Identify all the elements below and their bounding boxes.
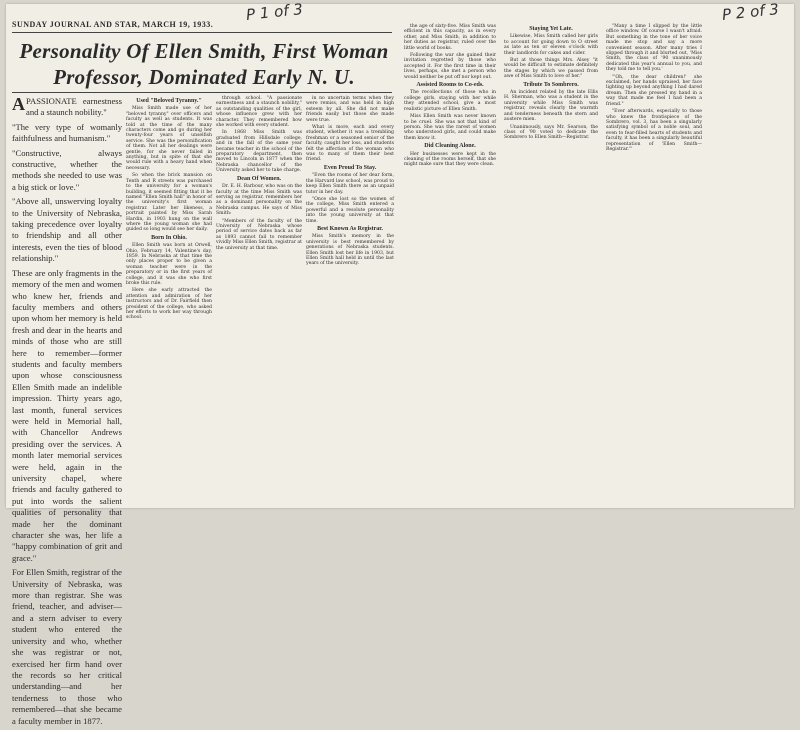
paragraph: The recollections of those who in college girls, staying with her while they attended school, give a most realistic picture of Ellen Smith.: [404, 90, 496, 112]
headline-rule: [12, 92, 392, 93]
paragraph: Unanimously, says Mr. Searson, the class of '90 voted to dedicate the Sombrero to Ellen Smith—Registrar.: [504, 124, 598, 141]
column-4: [306, 96, 394, 269]
paragraph: "'Oh, the dear children!' she exclaimed, her hands upraised, her face lighting up beyond anything I had dared dream. Then she pressed my hand in a way that made me feel I had been a friend.": [606, 74, 702, 107]
paragraph: through school. "A passionate earnestness and a staunch nobility," as outstanding qualities of the girl, whose influence grew with her character. They remembered how she worked with every student.: [216, 96, 302, 129]
handwritten-page-ref-left: P 1 of 3: [245, 0, 304, 24]
paragraph: But at those things Mrs. Alsey "it would be difficult to estimate definitely the stages by which we passed from awe of Miss Smith to love of her.": [504, 58, 598, 80]
handwritten-page-ref-right: P 2 of 3: [721, 0, 780, 24]
lead-column: [12, 96, 122, 730]
paragraph: So when the brick mansion on Tenth and R streets was purchased to the university for a woman's building, it seemed fitting that it be named "Ellen Smith hall" in honor of the university's first woman registrar. Later her likeness, a portrait painted by Miss Sarah Hardin, in 1903 hung on the wall where the young woman she had guided so long would see her daily.: [126, 173, 212, 233]
paragraph: What is more, each and every student, whether it was a trembling freshman or a seasoned senior of the faculty, caught her loss, and students felt the affection of the woman who was to many of them their best friend.: [306, 125, 394, 163]
subhead: Born In Ohio.: [151, 234, 187, 241]
paragraph: An incident related by the late Ellis H. Sherman, who was a student in the university while Miss Smith was registrar, reveals clearly the warmth and tenderness beneath the stern and austere mien.: [504, 90, 598, 123]
column-6: [504, 24, 598, 143]
lead-paragraph: For Ellen Smith, registrar of the University of Nebraska, was more than registrar. She was friend, teacher, and adviser—and a stern adviser to every student who entered the university and who, whether she was registrar or not, exercised her firm hand over the records so her critical understanding—and her tenderness to those who remembered—that she became a faculty member in 1877.: [12, 567, 122, 726]
headline-line-1: Personality Of Ellen Smith, First Woman: [19, 39, 389, 63]
paragraph: "Members of the faculty of the University of Nebraska whose period of service dates back as far as 1893 cannot fail to remember vividly Miss Ellen Smith, registrar at the university at that time.: [216, 218, 302, 251]
headline: [12, 38, 396, 90]
lead-paragraph: "Constructive, always constructive, whether the methods she needed to use was a big stick or love.": [12, 147, 122, 192]
lead-paragraph: These are only fragments in the memory of the men and women who knew her, friends and faculty members and others upon whom her memory is held fresh and dear in the hearts and minds of those who are still here to remember—former students and faculty members upon whose consciousness Ellen Smith made an indelible impression. Thirty years ago, last month, funeral services were held in Memorial hall, with Chancellor Andrews presiding over the services. A month later memorial services were held, again in the university chapel, where friends and faculty gathered to put into words the salient qualities of personality that made her the dominant character she was, her life a "happy combination of grit and grace.": [12, 267, 122, 563]
subhead: Tribute To Sombrero.: [523, 81, 579, 88]
paragraph: In 1868 Miss Smith was graduated from Hillsdale college, and in the fall of the same year became teacher in the school of the preparatory department, then moved to Lincoln in 1877 when the Nebraska chancellor of the University asked her to take charge.: [216, 130, 302, 174]
paragraph: "Once she lost so the women of the college, Miss Smith entered a powerful and a resolute personality into the young university at that time.: [306, 196, 394, 224]
lead-paragraph: "Above all, unswerving loyalty to the University of Nebraska, taking precedence over loyalty to friendship and all other interests, even the ties of blood relationship.": [12, 196, 122, 264]
paragraph: Ellen Smith was born at Orwell, Ohio, February 14, Valentine's day, 1859. In Nebraska at that time the only places proper to be given a woman teacher were in the preparatory or in the first years of college, and it was she who first broke this rule.: [126, 243, 212, 286]
paragraph: "Ever afterwards, especially to those who knew the frontispiece of the Sombrero, vol. 3, has been a singularly satisfying symbol of a noble soul, and even to fear-filled hearts of students and faculty, it has been a singularly beautiful representation of 'Ellen Smith—Registrar.'": [606, 109, 702, 152]
subhead: Best Known As Registrar.: [317, 225, 383, 232]
lead-paragraph: "The very type of womanly faithfulness and humanism.": [12, 121, 122, 144]
paragraph: Here she early attracted the attention and admiration of her instructors and of Dr. Fairfield then president of the college, who asked her efforts to work her way through school.: [126, 288, 212, 321]
subhead: Dean Of Women.: [236, 175, 282, 182]
masthead-paper: SUNDAY JOURNAL AND STAR, MARCH 19, 1933.: [12, 20, 214, 29]
subhead: Did Cleaning Alone.: [424, 143, 476, 150]
subhead: Used "Beloved Tyranny.": [136, 98, 202, 104]
paragraph: in no uncertain terms when they were remiss, and was held in high esteem by all. She did not make friends easily but those she made were true.: [306, 96, 394, 123]
column-3: [216, 96, 302, 253]
headline-line-2: Professor, Dominated Early N. U.: [53, 65, 355, 89]
subhead: Staying Yet Late.: [529, 26, 573, 32]
drop-cap: A: [12, 94, 25, 114]
paragraph: Dr. E. H. Barbour, who was on the faculty at the time Miss Smith was serving as registrar, remembers her as a dominant personality on the Nebraska campus. He says of Miss Smith:: [216, 184, 302, 217]
column-5: [404, 24, 496, 170]
paragraph: Following the war she gained their invitation regretted by those who accepted it. For the first time in their lives, perhaps, she met a person who would neither be put off nor kept out.: [404, 53, 496, 80]
lead-paragraph: A PASSIONATE earnestness and a staunch nobility.": [12, 94, 122, 118]
column-2: [126, 96, 212, 323]
paragraph: Her businesses were kept in the cleaning of the rooms herself, that she might make sure that they were clean.: [404, 151, 496, 168]
paragraph: Likewise, Miss Smith called her girls to account for going down to O street as late as ten or eleven o'clock with their landlords for cakes and cider.: [504, 34, 598, 56]
paragraph: Miss Smith's memory in the university is best remembered by generations of Nebraska students. Ellen Smith lost her life in 1903, but Ellen Smith hall held in until the last years of the university.: [306, 234, 394, 267]
column-7: [606, 24, 702, 154]
paragraph: the age of sixty-five. Miss Smith was efficient in this capacity, as in every other, and Miss Smith, in addition to her duties as registrar, ruled over the little world of books.: [404, 24, 496, 51]
subhead: Assisted Rooms to Co-eds.: [416, 82, 484, 89]
subhead: Even Proud To Stay.: [323, 164, 377, 171]
masthead-rule: [12, 32, 392, 33]
paragraph: "Even the rooms of her dear form, the Harvard law school, was proud to keep Ellen Smith there as an unpaid tutor in her day.: [306, 173, 394, 195]
masthead: [12, 20, 392, 29]
paragraph: Miss Smith made use of her "beloved tyranny" over officers and faculty as well as students. It was told at the time of the many characters come and go during her twenty-four years of unselfish service. She was the personification of them. Not all her dealings were gentle, for she never failed in anything, but in spite of that she would rule with a heavy hand when necessary.: [126, 106, 212, 171]
paragraph: "Many a time I slipped by the little office window. Of course I wasn't afraid. But something in the tone of her voice made me stop and say a more convenient season. After many tries I slipped through it and blurted out, 'Miss Smith, the class of '90 unanimously dedicated this year's annual to you, and they told me to tell you.': [606, 24, 702, 73]
paragraph: Miss Ellen Smith was never known to be cruel. She was not that kind of person. She was the rarest of women who understood girls, and could make them know it.: [404, 114, 496, 141]
